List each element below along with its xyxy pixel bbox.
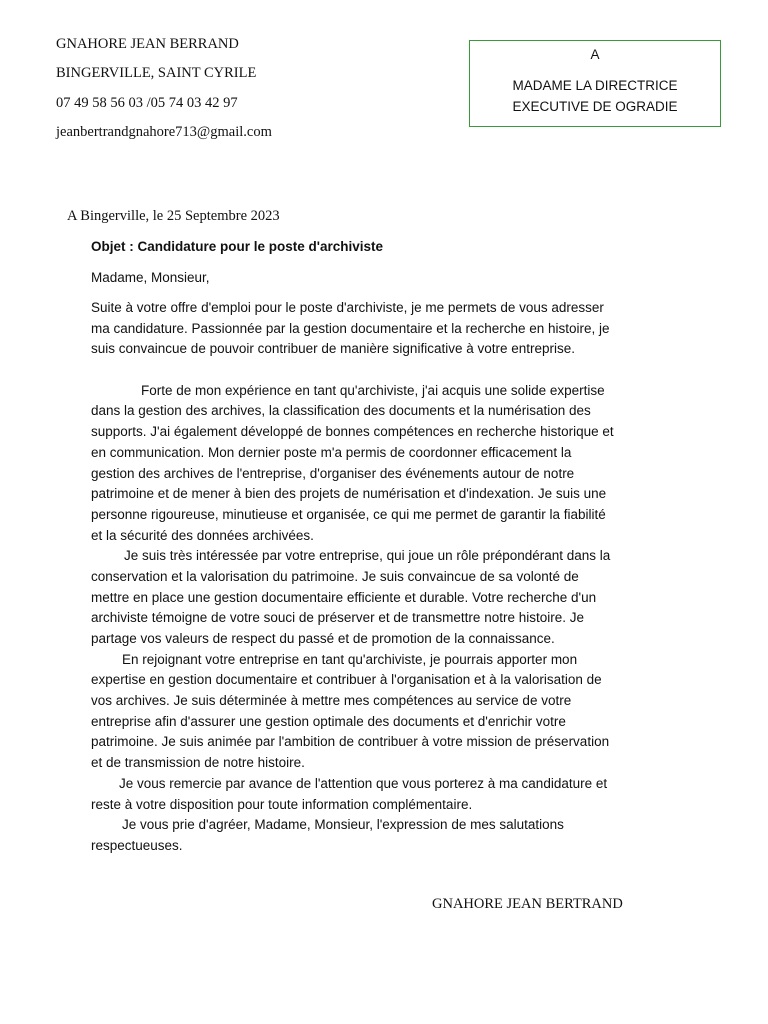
body-line: respectueuses.	[91, 837, 183, 853]
recipient-line-2: EXECUTIVE DE OGRADIE	[512, 98, 678, 114]
signature-name: GNAHORE JEAN BERTRAND	[432, 896, 623, 912]
paragraph-1	[91, 298, 691, 360]
body-line: archiviste témoigne de votre souci de préserver et de transmettre notre histoire. Je	[91, 610, 584, 626]
paragraph-4	[91, 650, 691, 774]
recipient-prefix: A	[590, 47, 600, 62]
paragraph-5	[91, 774, 691, 815]
recipient-box	[469, 40, 721, 127]
sender-email: jeanbertrandgnahore713@gmail.com	[56, 123, 272, 140]
paragraph-2	[91, 381, 691, 547]
letter-subject: Objet : Candidature pour le poste d'archiviste	[91, 239, 384, 254]
body-line: et de transmission de notre histoire.	[91, 755, 305, 771]
sender-address: BINGERVILLE, SAINT CYRILE	[56, 65, 257, 82]
body-line: patrimoine. Je suis animée par l'ambition de contribuer à votre mission de préservation	[91, 734, 610, 750]
sender-block	[56, 34, 272, 151]
body-line: vos archives. Je suis déterminée à mettre mes compétences au service de votre	[91, 693, 572, 709]
body-line: mettre en place une gestion documentaire efficiente et durable. Votre recherche d'un	[91, 589, 597, 605]
body-line: Je vous prie d'agréer, Madame, Monsieur, l'expression de mes salutations	[122, 817, 564, 833]
body-line: reste à votre disposition pour toute information complémentaire.	[91, 796, 473, 812]
body-line: ma candidature. Passionnée par la gestion documentaire et la recherche en histoire, je	[91, 320, 610, 336]
body-line: partage vos valeurs de respect du passé et de promotion de la connaissance.	[91, 631, 555, 646]
body-line: Forte de mon expérience en tant qu'archiviste, j'ai acquis une solide expertise	[141, 382, 605, 398]
body-line: expertise en gestion documentaire et contribuer à l'organisation et à la valorisation de	[91, 672, 602, 688]
letter-salutation: Madame, Monsieur,	[91, 270, 210, 285]
recipient-line-1: MADAME LA DIRECTRICE	[512, 78, 678, 93]
sender-phone: 07 49 58 56 03 /05 74 03 42 97	[56, 94, 238, 111]
body-line: en communication. Mon dernier poste m'a permis de coordonner efficacement la	[91, 444, 572, 460]
body-line: conservation et la valorisation du patrimoine. Je suis convaincue de sa volonté de	[91, 568, 579, 584]
body-line: En rejoignant votre entreprise en tant qu'archiviste, je pourrais apporter mon	[122, 651, 578, 667]
sender-name: GNAHORE JEAN BERRAND	[56, 36, 239, 52]
blank-line	[91, 360, 691, 381]
body-line: patrimoine et de mener à bien des projets de numérisation et d'indexation. Je suis une	[91, 486, 607, 502]
body-line: Je vous remercie par avance de l'attention que vous porterez à ma candidature et	[119, 775, 608, 791]
letter-body	[91, 298, 691, 857]
body-line: et la sécurité des données archivées.	[91, 527, 314, 543]
body-line: Suite à votre offre d'emploi pour le poste d'archiviste, je me permets de vous adresser	[91, 300, 604, 315]
body-line: personne rigoureuse, minutieuse et organisée, ce qui me permet de garantir la fiabilité	[91, 506, 606, 522]
paragraph-6	[91, 815, 691, 856]
body-line: Je suis très intéressée par votre entreprise, qui joue un rôle prépondérant dans la	[124, 548, 611, 564]
paragraph-3	[91, 546, 691, 649]
body-line: dans la gestion des archives, la classification des documents et la numérisation des	[91, 403, 591, 419]
body-line: gestion des archives de l'entreprise, d'organiser des événements autour de notre	[91, 465, 575, 481]
body-line: supports. J'ai également développé de bonnes compétences en recherche historique et	[91, 424, 614, 440]
body-line: entreprise afin d'assurer une gestion optimale des documents et d'enrichir votre	[91, 713, 566, 729]
body-line: suis convaincue de pouvoir contribuer de manière significative à votre entreprise.	[91, 341, 576, 357]
letter-date: A Bingerville, le 25 Septembre 2023	[67, 208, 280, 224]
